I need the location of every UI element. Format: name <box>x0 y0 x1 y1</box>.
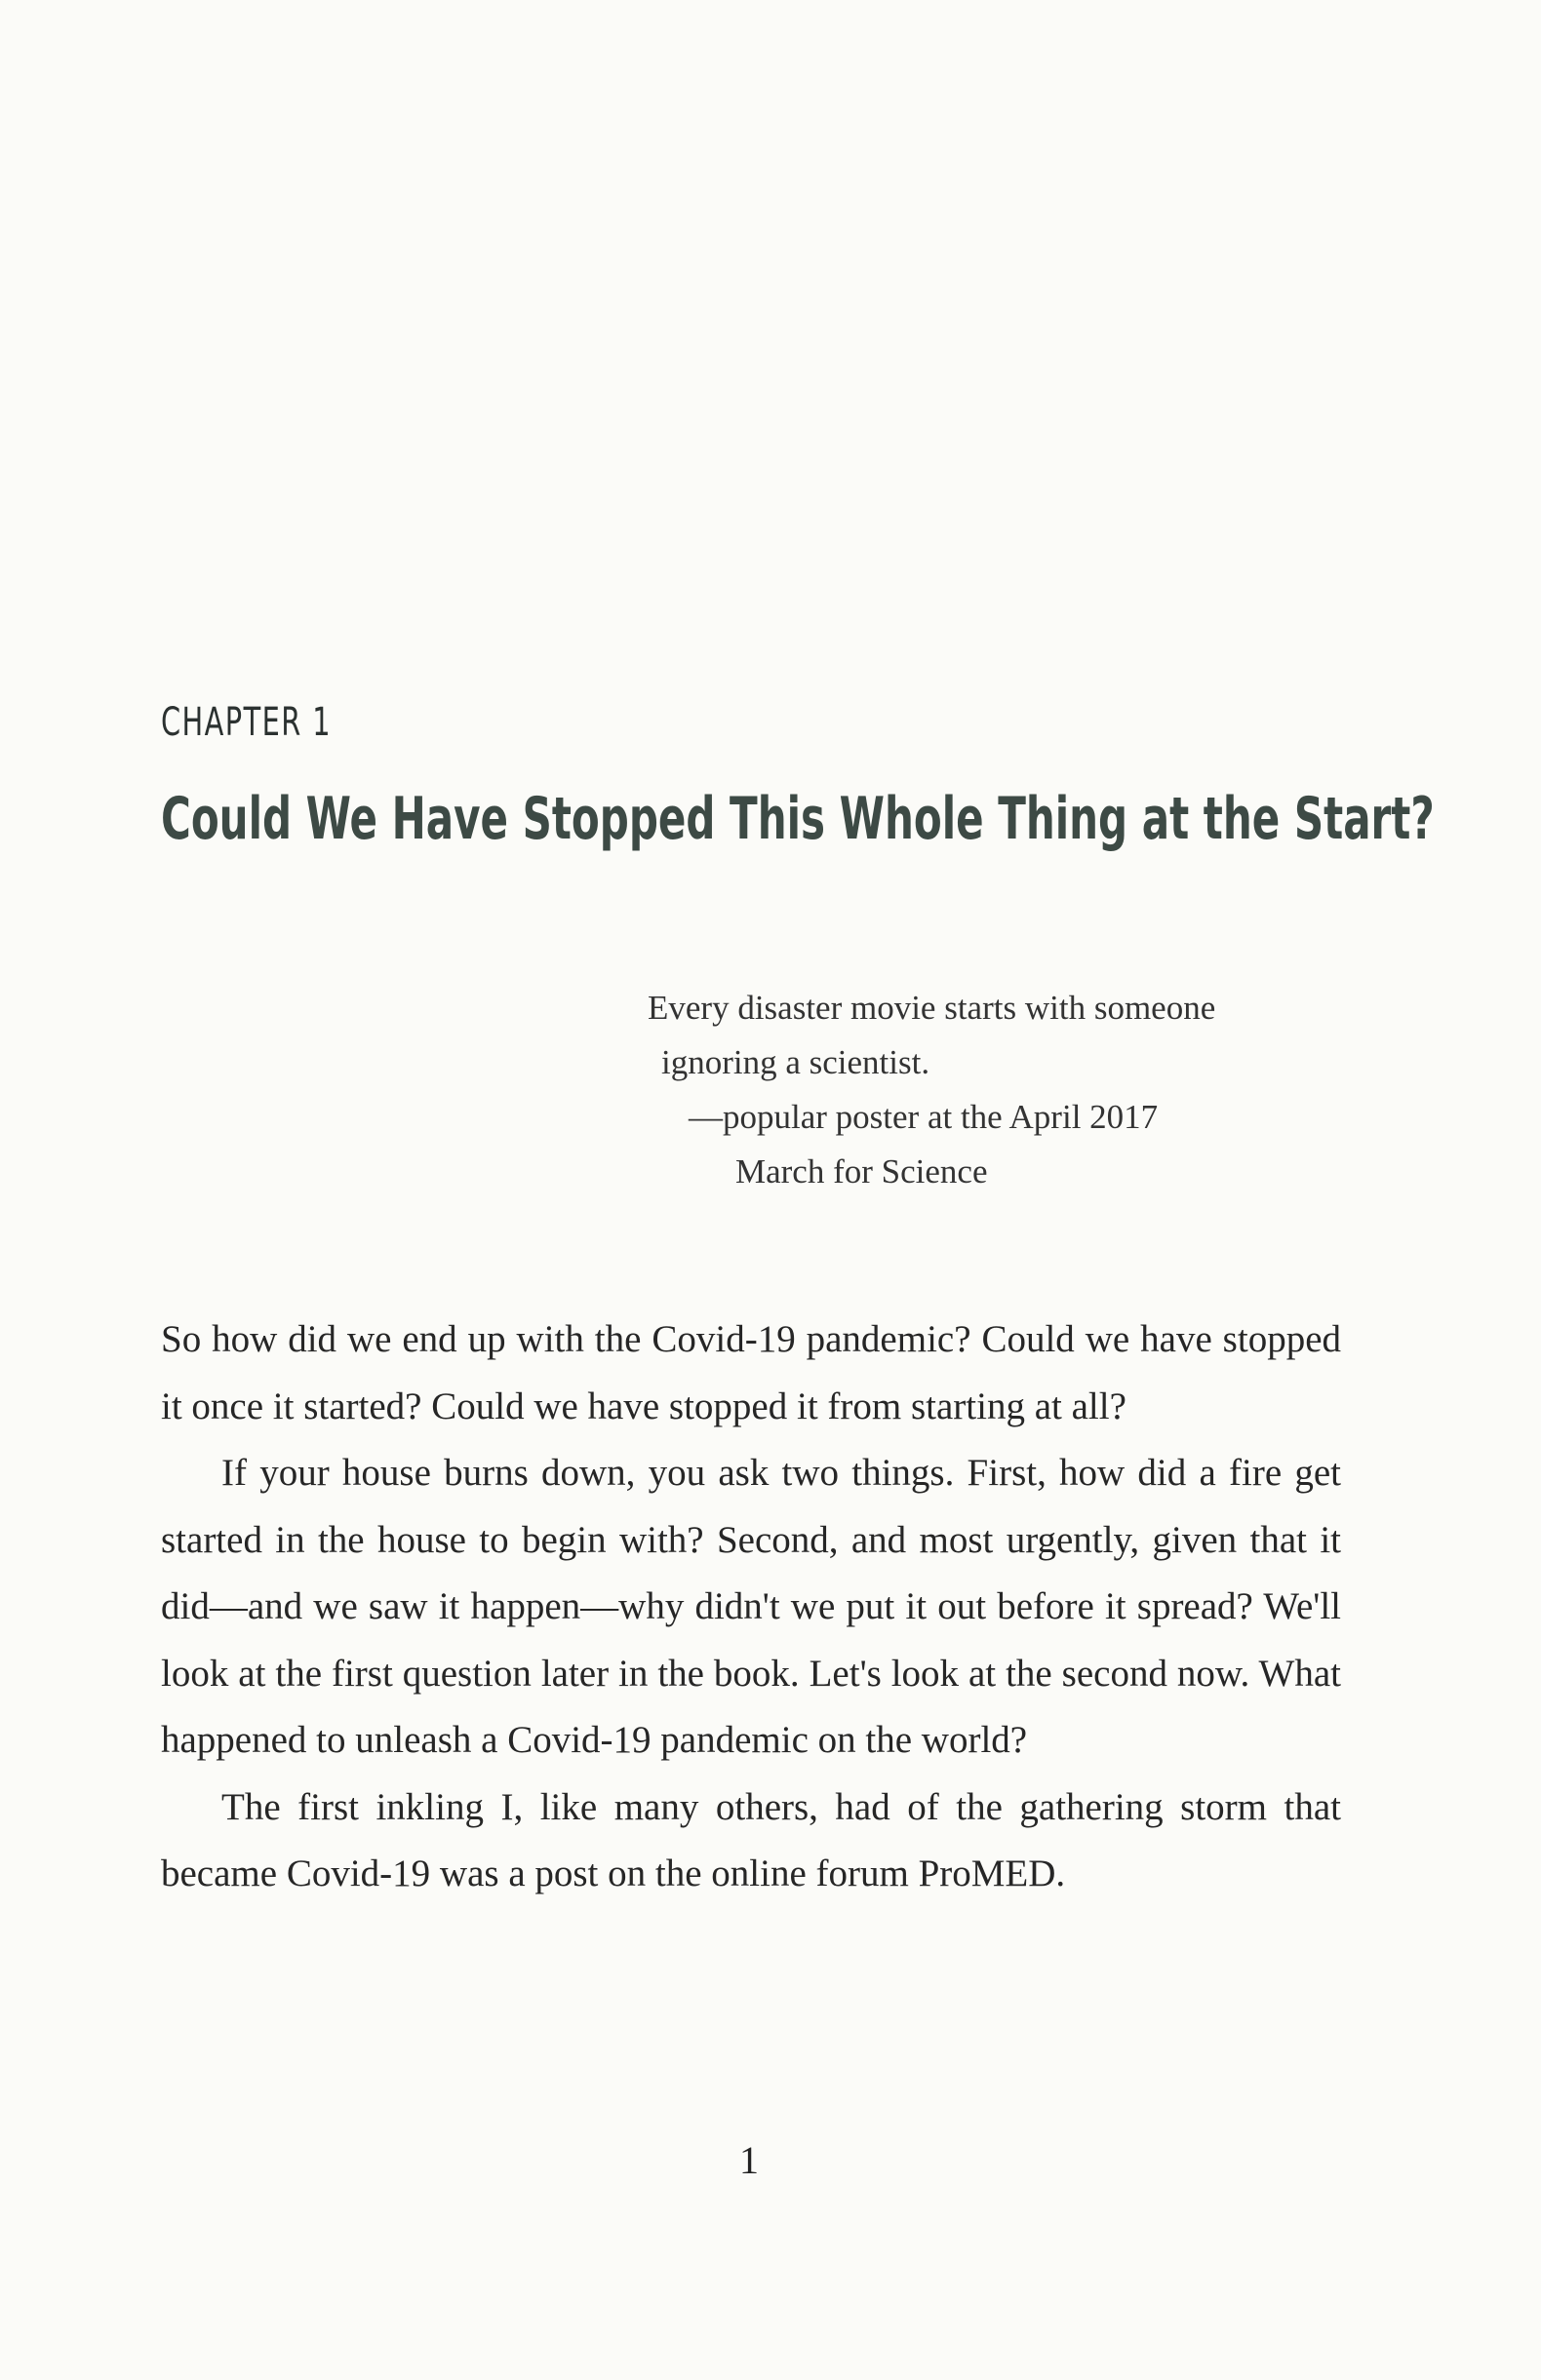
epigraph <box>648 981 1350 1199</box>
epigraph-attribution-line-1: —popular poster at the April 2017 <box>689 1098 1159 1136</box>
body-paragraph-1: So how did we end up with the Covid-19 pandemic? Could we have stopped it once it started? Could we have stopped it from starting at all? <box>161 1318 1341 1427</box>
body-paragraph-3: The first inkling I, like many others, had of the gathering storm that became Covid-19 was a post on the online forum ProMED. <box>161 1785 1341 1894</box>
chapter-label: CHAPTER 1 <box>161 700 333 745</box>
page-number: 1 <box>739 2138 759 2182</box>
epigraph-quote-line-2: ignoring a scientist. <box>661 1043 930 1081</box>
body-paragraph-2: If your house burns down, you ask two things. First, how did a fire get started in the house to begin with? Second, and most urgently, given that it did—and we saw it happen—why didn't we put it out before it spread? We'll look at the first question later in the book. Let's look at the second now. What happened to unleash a Covid-19 pandemic on the world? <box>161 1452 1341 1761</box>
epigraph-attribution-line-2: March for Science <box>735 1152 988 1190</box>
chapter-body <box>161 1307 1341 1908</box>
epigraph-quote-line-1: Every disaster movie starts with someone <box>648 989 1216 1027</box>
chapter-title: Could We Have Stopped This Whole Thing at the Start? <box>161 785 1435 853</box>
